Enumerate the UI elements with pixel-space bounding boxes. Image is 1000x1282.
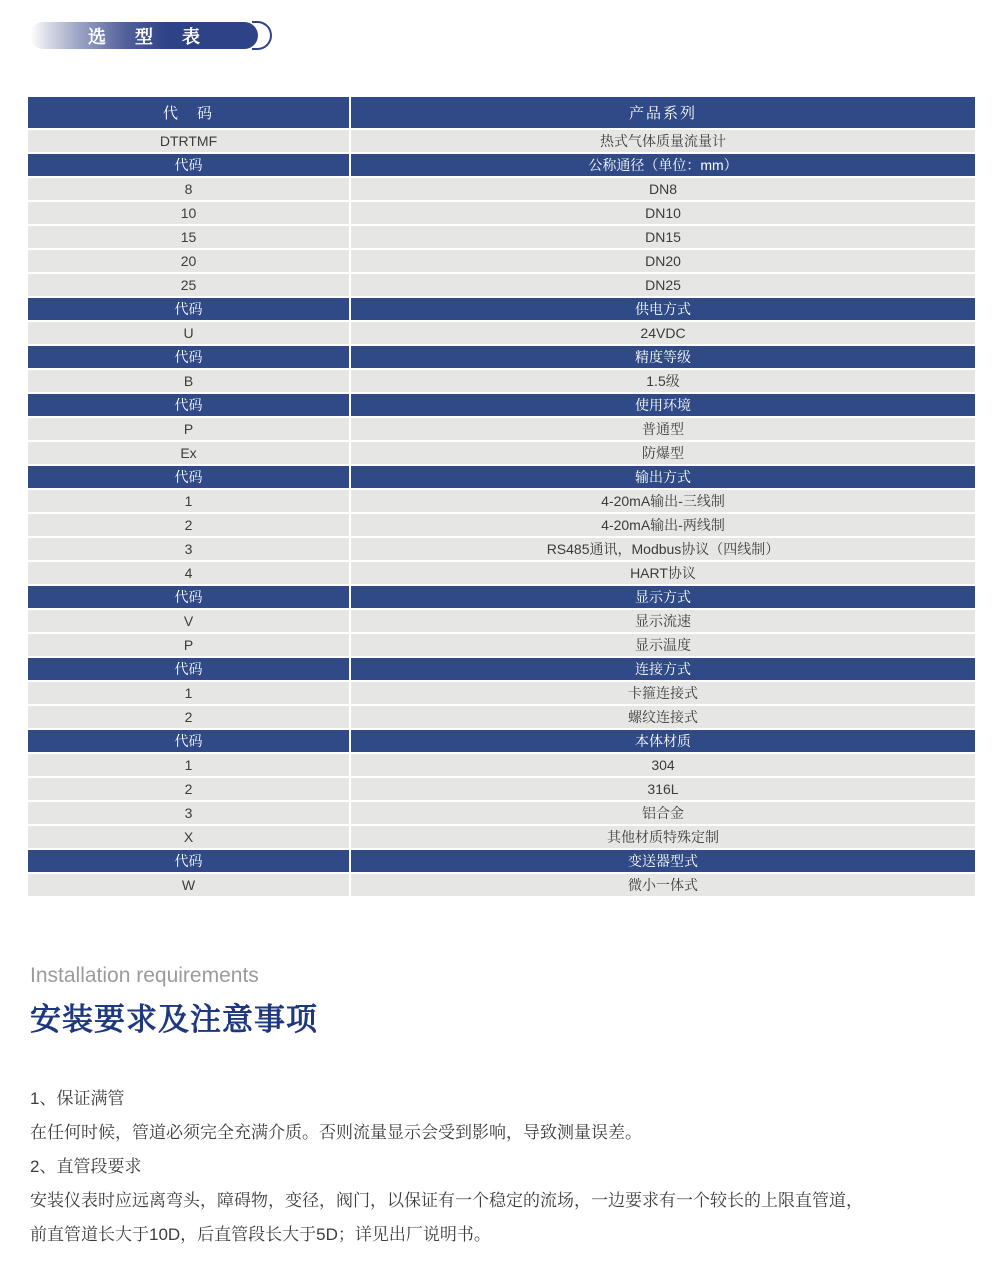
value-cell: 1.5级 bbox=[351, 370, 975, 392]
code-cell: V bbox=[28, 610, 349, 632]
code-cell: 代码 bbox=[28, 154, 349, 176]
value-cell: 显示温度 bbox=[351, 634, 975, 656]
code-cell: 25 bbox=[28, 274, 349, 296]
table-data-row bbox=[28, 874, 975, 896]
table-data-row bbox=[28, 634, 975, 656]
value-cell: RS485通讯，Modbus协议（四线制） bbox=[351, 538, 975, 560]
code-cell: 3 bbox=[28, 802, 349, 824]
table-data-row bbox=[28, 202, 975, 224]
value-cell: 显示方式 bbox=[351, 586, 975, 608]
table-data-row bbox=[28, 442, 975, 464]
code-cell: P bbox=[28, 634, 349, 656]
value-cell: 显示流速 bbox=[351, 610, 975, 632]
value-cell: DN8 bbox=[351, 178, 975, 200]
table-data-row bbox=[28, 490, 975, 512]
value-cell: 24VDC bbox=[351, 322, 975, 344]
section-badge bbox=[30, 22, 258, 49]
table-data-row bbox=[28, 610, 975, 632]
value-cell: 变送器型式 bbox=[351, 850, 975, 872]
table-section-header-row bbox=[28, 466, 975, 488]
code-cell: 代码 bbox=[28, 658, 349, 680]
value-cell: 铝合金 bbox=[351, 802, 975, 824]
value-cell: 连接方式 bbox=[351, 658, 975, 680]
value-cell: 防爆型 bbox=[351, 442, 975, 464]
badge-arc-decoration bbox=[252, 21, 272, 50]
note-line: 在任何时候，管道必须完全充满介质。否则流量显示会受到影响，导致测量误差。 bbox=[30, 1123, 642, 1142]
code-cell: 代码 bbox=[28, 298, 349, 320]
code-cell: 3 bbox=[28, 538, 349, 560]
code-cell: X bbox=[28, 826, 349, 848]
table-data-row bbox=[28, 562, 975, 584]
table-section-header-row bbox=[28, 658, 975, 680]
table-section-header-row bbox=[28, 97, 975, 128]
code-cell: 2 bbox=[28, 514, 349, 536]
table-data-row bbox=[28, 322, 975, 344]
table-data-row bbox=[28, 826, 975, 848]
installation-title: 安装要求及注意事项 bbox=[30, 1002, 318, 1037]
code-cell: P bbox=[28, 418, 349, 440]
value-cell: 304 bbox=[351, 754, 975, 776]
value-cell: 精度等级 bbox=[351, 346, 975, 368]
value-cell: 微小一体式 bbox=[351, 874, 975, 896]
value-cell: 热式气体质量流量计 bbox=[351, 130, 975, 152]
code-cell: 15 bbox=[28, 226, 349, 248]
note-line: 安装仪表时应远离弯头，障碍物，变径，阀门，以保证有一个稳定的流场，一边要求有一个较长的上限直管道， bbox=[30, 1191, 863, 1210]
value-cell: 普通型 bbox=[351, 418, 975, 440]
code-cell: 1 bbox=[28, 754, 349, 776]
installation-notes bbox=[30, 1082, 975, 1252]
value-cell: 卡箍连接式 bbox=[351, 682, 975, 704]
value-cell: DN25 bbox=[351, 274, 975, 296]
value-cell: 4-20mA输出-两线制 bbox=[351, 514, 975, 536]
code-cell: B bbox=[28, 370, 349, 392]
table-data-row bbox=[28, 802, 975, 824]
section-badge-title: 选 型 表 bbox=[87, 26, 212, 47]
table-data-row bbox=[28, 130, 975, 152]
code-cell: 代码 bbox=[28, 346, 349, 368]
table-section-header-row bbox=[28, 346, 975, 368]
code-cell: 代码 bbox=[28, 850, 349, 872]
value-cell: 4-20mA输出-三线制 bbox=[351, 490, 975, 512]
code-cell: 2 bbox=[28, 778, 349, 800]
code-cell: Ex bbox=[28, 442, 349, 464]
table-data-row bbox=[28, 754, 975, 776]
value-cell: DN20 bbox=[351, 250, 975, 272]
code-cell: DTRTMF bbox=[28, 130, 349, 152]
table-section-header-row bbox=[28, 586, 975, 608]
table-section-header-row bbox=[28, 730, 975, 752]
value-cell: 使用环境 bbox=[351, 394, 975, 416]
code-cell: 代码 bbox=[28, 586, 349, 608]
table-section-header-row bbox=[28, 298, 975, 320]
value-cell: 本体材质 bbox=[351, 730, 975, 752]
table-data-row bbox=[28, 250, 975, 272]
value-cell: 供电方式 bbox=[351, 298, 975, 320]
code-cell: 8 bbox=[28, 178, 349, 200]
code-cell: 代 码 bbox=[28, 97, 349, 128]
installation-subtitle-en: Installation requirements bbox=[30, 964, 259, 987]
table-data-row bbox=[28, 178, 975, 200]
note-line: 1、保证满管 bbox=[30, 1089, 125, 1108]
code-cell: 20 bbox=[28, 250, 349, 272]
table-data-row bbox=[28, 682, 975, 704]
table-section-header-row bbox=[28, 154, 975, 176]
table-data-row bbox=[28, 226, 975, 248]
value-cell: 其他材质特殊定制 bbox=[351, 826, 975, 848]
note-line: 2、直管段要求 bbox=[30, 1157, 142, 1176]
code-cell: 4 bbox=[28, 562, 349, 584]
value-cell: DN15 bbox=[351, 226, 975, 248]
code-cell: 代码 bbox=[28, 466, 349, 488]
code-cell: 2 bbox=[28, 706, 349, 728]
value-cell: 公称通径（单位：mm） bbox=[351, 154, 975, 176]
table-data-row bbox=[28, 706, 975, 728]
code-cell: 代码 bbox=[28, 394, 349, 416]
code-cell: 代码 bbox=[28, 730, 349, 752]
table-data-row bbox=[28, 514, 975, 536]
table-data-row bbox=[28, 370, 975, 392]
note-line: 前直管道长大于10D，后直管段长大于5D；详见出厂说明书。 bbox=[30, 1225, 491, 1244]
value-cell: HART协议 bbox=[351, 562, 975, 584]
table-data-row bbox=[28, 778, 975, 800]
value-cell: 316L bbox=[351, 778, 975, 800]
table-section-header-row bbox=[28, 394, 975, 416]
value-cell: 产品系列 bbox=[351, 97, 975, 128]
value-cell: 输出方式 bbox=[351, 466, 975, 488]
value-cell: 螺纹连接式 bbox=[351, 706, 975, 728]
code-cell: W bbox=[28, 874, 349, 896]
table-data-row bbox=[28, 274, 975, 296]
table-section-header-row bbox=[28, 850, 975, 872]
code-cell: 1 bbox=[28, 682, 349, 704]
table-data-row bbox=[28, 538, 975, 560]
selection-table bbox=[28, 97, 975, 898]
value-cell: DN10 bbox=[351, 202, 975, 224]
table-data-row bbox=[28, 418, 975, 440]
code-cell: 10 bbox=[28, 202, 349, 224]
code-cell: U bbox=[28, 322, 349, 344]
code-cell: 1 bbox=[28, 490, 349, 512]
